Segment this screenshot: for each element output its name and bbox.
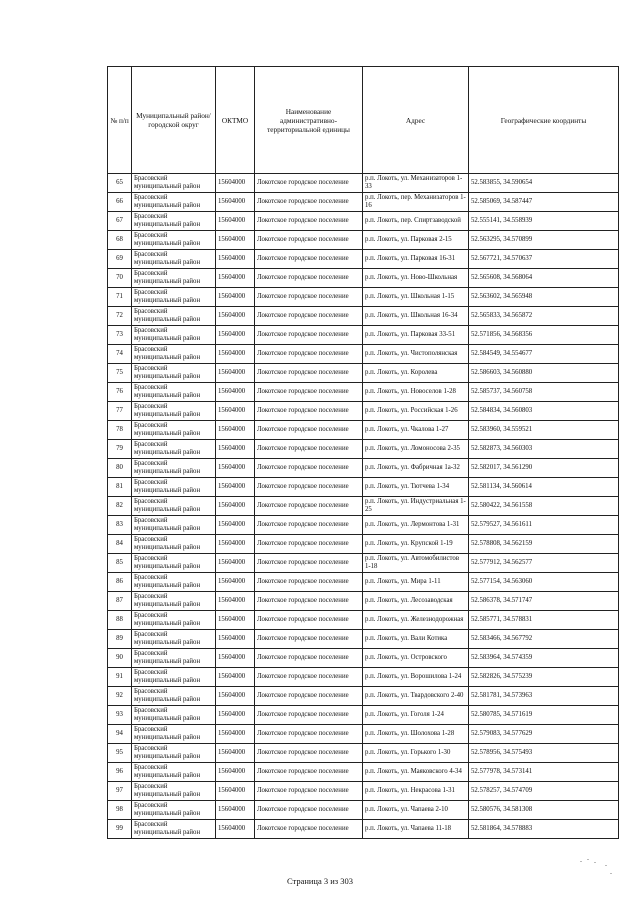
cell-oktmo: 15604000 (216, 706, 255, 725)
cell-coords: 52.571856, 34.568356 (469, 326, 619, 345)
cell-coords: 52.585771, 34.578831 (469, 611, 619, 630)
cell-address: р.п. Локоть, ул. Королева (363, 364, 469, 383)
cell-oktmo: 15604000 (216, 231, 255, 250)
cell-coords: 52.580422, 34.561558 (469, 497, 619, 516)
cell-address: р.п. Локоть, ул. Некрасова 1-31 (363, 782, 469, 801)
table-row (108, 364, 619, 383)
cell-n: 73 (108, 326, 132, 345)
scan-specks (578, 858, 618, 878)
cell-address: р.п. Локоть, ул. Железнодорожная (363, 611, 469, 630)
cell-address: р.п. Локоть, ул. Чапаева 11-18 (363, 820, 469, 839)
cell-oktmo: 15604000 (216, 307, 255, 326)
cell-coords: 52.565833, 34.565872 (469, 307, 619, 326)
address-table (107, 66, 619, 839)
cell-oktmo: 15604000 (216, 744, 255, 763)
cell-oktmo: 15604000 (216, 212, 255, 231)
cell-district: Брасовский муниципальный район (132, 554, 216, 573)
cell-oktmo: 15604000 (216, 573, 255, 592)
cell-district: Брасовский муниципальный район (132, 497, 216, 516)
cell-coords: 52.579083, 34.577629 (469, 725, 619, 744)
table-row (108, 345, 619, 364)
cell-district: Брасовский муниципальный район (132, 763, 216, 782)
table-row (108, 440, 619, 459)
cell-coords: 52.578956, 34.575493 (469, 744, 619, 763)
cell-settlement: Локотское городское поселение (255, 668, 363, 687)
cell-n: 70 (108, 269, 132, 288)
cell-settlement: Локотское городское поселение (255, 174, 363, 193)
cell-district: Брасовский муниципальный район (132, 269, 216, 288)
cell-oktmo: 15604000 (216, 782, 255, 801)
header-num: № п/п (108, 67, 132, 174)
header-row (108, 67, 619, 174)
cell-district: Брасовский муниципальный район (132, 611, 216, 630)
cell-coords: 52.578257, 34.574709 (469, 782, 619, 801)
cell-district: Брасовский муниципальный район (132, 231, 216, 250)
cell-oktmo: 15604000 (216, 269, 255, 288)
cell-address: р.п. Локоть, ул. Крупской 1-19 (363, 535, 469, 554)
cell-address: р.п. Локоть, ул. Российская 1-26 (363, 402, 469, 421)
cell-oktmo: 15604000 (216, 554, 255, 573)
cell-settlement: Локотское городское поселение (255, 440, 363, 459)
cell-coords: 52.583466, 34.567792 (469, 630, 619, 649)
table-row (108, 402, 619, 421)
cell-coords: 52.586378, 34.571747 (469, 592, 619, 611)
cell-district: Брасовский муниципальный район (132, 440, 216, 459)
cell-district: Брасовский муниципальный район (132, 193, 216, 212)
cell-address: р.п. Локоть, ул. Механизаторов 1-33 (363, 174, 469, 193)
cell-settlement: Локотское городское поселение (255, 820, 363, 839)
cell-district: Брасовский муниципальный район (132, 364, 216, 383)
cell-district: Брасовский муниципальный район (132, 535, 216, 554)
cell-settlement: Локотское городское поселение (255, 535, 363, 554)
cell-address: р.п. Локоть, ул. Тютчева 1-34 (363, 478, 469, 497)
header-district: Муниципальный район/городской округ (132, 67, 216, 174)
cell-coords: 52.585069, 34.587447 (469, 193, 619, 212)
table-row (108, 497, 619, 516)
cell-n: 86 (108, 573, 132, 592)
cell-settlement: Локотское городское поселение (255, 478, 363, 497)
cell-address: р.п. Локоть, ул. Парковая 33-51 (363, 326, 469, 345)
cell-district: Брасовский муниципальный район (132, 820, 216, 839)
table-row (108, 269, 619, 288)
table-row (108, 630, 619, 649)
cell-district: Брасовский муниципальный район (132, 212, 216, 231)
cell-n: 78 (108, 421, 132, 440)
table-row (108, 706, 619, 725)
cell-settlement: Локотское городское поселение (255, 459, 363, 478)
cell-district: Брасовский муниципальный район (132, 630, 216, 649)
table-row (108, 459, 619, 478)
table-row (108, 231, 619, 250)
cell-district: Брасовский муниципальный район (132, 174, 216, 193)
cell-n: 83 (108, 516, 132, 535)
cell-address: р.п. Локоть, пер. Спиртзаводской (363, 212, 469, 231)
cell-address: р.п. Локоть, ул. Лесозаводская (363, 592, 469, 611)
cell-settlement: Локотское городское поселение (255, 364, 363, 383)
table-row (108, 611, 619, 630)
cell-n: 75 (108, 364, 132, 383)
cell-coords: 52.581781, 34.573963 (469, 687, 619, 706)
cell-oktmo: 15604000 (216, 288, 255, 307)
table-row (108, 288, 619, 307)
cell-address: р.п. Локоть, ул. Школьная 1-15 (363, 288, 469, 307)
table-row (108, 478, 619, 497)
cell-oktmo: 15604000 (216, 478, 255, 497)
cell-n: 72 (108, 307, 132, 326)
table-row (108, 383, 619, 402)
cell-oktmo: 15604000 (216, 611, 255, 630)
cell-n: 81 (108, 478, 132, 497)
cell-oktmo: 15604000 (216, 497, 255, 516)
cell-district: Брасовский муниципальный район (132, 478, 216, 497)
table-row (108, 554, 619, 573)
cell-oktmo: 15604000 (216, 649, 255, 668)
table-header (108, 67, 619, 174)
table-row (108, 212, 619, 231)
cell-oktmo: 15604000 (216, 687, 255, 706)
cell-n: 68 (108, 231, 132, 250)
header-unit: Наименование административно-территориальной единицы (255, 67, 363, 174)
cell-coords: 52.582826, 34.575239 (469, 668, 619, 687)
cell-address: р.п. Локоть, ул. Индустриальная 1-25 (363, 497, 469, 516)
cell-n: 65 (108, 174, 132, 193)
cell-settlement: Локотское городское поселение (255, 744, 363, 763)
cell-settlement: Локотское городское поселение (255, 307, 363, 326)
cell-n: 92 (108, 687, 132, 706)
cell-address: р.п. Локоть, ул. Лермонтова 1-31 (363, 516, 469, 535)
cell-n: 87 (108, 592, 132, 611)
cell-district: Брасовский муниципальный район (132, 687, 216, 706)
cell-n: 96 (108, 763, 132, 782)
cell-n: 93 (108, 706, 132, 725)
cell-n: 99 (108, 820, 132, 839)
cell-settlement: Локотское городское поселение (255, 497, 363, 516)
cell-n: 91 (108, 668, 132, 687)
cell-n: 77 (108, 402, 132, 421)
cell-oktmo: 15604000 (216, 630, 255, 649)
cell-address: р.п. Локоть, ул. Парковая 16-31 (363, 250, 469, 269)
cell-district: Брасовский муниципальный район (132, 649, 216, 668)
cell-coords: 52.582017, 34.561290 (469, 459, 619, 478)
table-row (108, 592, 619, 611)
cell-coords: 52.580785, 34.571619 (469, 706, 619, 725)
table-row (108, 649, 619, 668)
cell-coords: 52.580576, 34.581308 (469, 801, 619, 820)
cell-address: р.п. Локоть, ул. Островского (363, 649, 469, 668)
cell-n: 89 (108, 630, 132, 649)
cell-coords: 52.585737, 34.560758 (469, 383, 619, 402)
table-row (108, 307, 619, 326)
cell-oktmo: 15604000 (216, 763, 255, 782)
cell-coords: 52.584549, 34.554677 (469, 345, 619, 364)
cell-settlement: Локотское городское поселение (255, 687, 363, 706)
cell-address: р.п. Локоть, ул. Ворошилова 1-24 (363, 668, 469, 687)
cell-address: р.п. Локоть, ул. Новоселов 1-28 (363, 383, 469, 402)
cell-district: Брасовский муниципальный район (132, 744, 216, 763)
cell-coords: 52.586603, 34.560880 (469, 364, 619, 383)
cell-district: Брасовский муниципальный район (132, 383, 216, 402)
cell-address: р.п. Локоть, ул. Шолохова 1-28 (363, 725, 469, 744)
cell-settlement: Локотское городское поселение (255, 212, 363, 231)
table-row (108, 421, 619, 440)
cell-n: 97 (108, 782, 132, 801)
table-row (108, 725, 619, 744)
cell-district: Брасовский муниципальный район (132, 459, 216, 478)
cell-oktmo: 15604000 (216, 345, 255, 364)
table-row (108, 250, 619, 269)
cell-coords: 52.563602, 34.565948 (469, 288, 619, 307)
cell-coords: 52.581864, 34.578883 (469, 820, 619, 839)
cell-oktmo: 15604000 (216, 193, 255, 212)
cell-settlement: Локотское городское поселение (255, 516, 363, 535)
cell-coords: 52.584834, 34.560803 (469, 402, 619, 421)
cell-n: 85 (108, 554, 132, 573)
table-row (108, 801, 619, 820)
cell-settlement: Локотское городское поселение (255, 649, 363, 668)
cell-address: р.п. Локоть, ул. Чапаева 2-10 (363, 801, 469, 820)
table-row (108, 820, 619, 839)
cell-address: р.п. Локоть, ул. Чистополянская (363, 345, 469, 364)
cell-district: Брасовский муниципальный район (132, 345, 216, 364)
cell-district: Брасовский муниципальный район (132, 421, 216, 440)
cell-coords: 52.577978, 34.573141 (469, 763, 619, 782)
cell-n: 82 (108, 497, 132, 516)
cell-oktmo: 15604000 (216, 725, 255, 744)
cell-n: 67 (108, 212, 132, 231)
cell-coords: 52.582873, 34.560303 (469, 440, 619, 459)
cell-address: р.п. Локоть, ул. Автомобилистов 1-18 (363, 554, 469, 573)
cell-settlement: Локотское городское поселение (255, 231, 363, 250)
cell-coords: 52.579527, 34.561611 (469, 516, 619, 535)
cell-settlement: Локотское городское поселение (255, 573, 363, 592)
cell-address: р.п. Локоть, ул. Мира 1-11 (363, 573, 469, 592)
cell-settlement: Локотское городское поселение (255, 250, 363, 269)
cell-settlement: Локотское городское поселение (255, 611, 363, 630)
cell-settlement: Локотское городское поселение (255, 402, 363, 421)
cell-n: 76 (108, 383, 132, 402)
cell-coords: 52.577154, 34.563060 (469, 573, 619, 592)
table-row (108, 193, 619, 212)
cell-district: Брасовский муниципальный район (132, 592, 216, 611)
cell-settlement: Локотское городское поселение (255, 592, 363, 611)
cell-district: Брасовский муниципальный район (132, 402, 216, 421)
cell-district: Брасовский муниципальный район (132, 573, 216, 592)
cell-address: р.п. Локоть, ул. Школьная 16-34 (363, 307, 469, 326)
table-row (108, 516, 619, 535)
cell-oktmo: 15604000 (216, 516, 255, 535)
cell-district: Брасовский муниципальный район (132, 801, 216, 820)
cell-address: р.п. Локоть, ул. Чкалова 1-27 (363, 421, 469, 440)
header-address: Адрес (363, 67, 469, 174)
cell-address: р.п. Локоть, ул. Парковая 2-15 (363, 231, 469, 250)
cell-settlement: Локотское городское поселение (255, 383, 363, 402)
cell-district: Брасовский муниципальный район (132, 516, 216, 535)
cell-oktmo: 15604000 (216, 326, 255, 345)
cell-settlement: Локотское городское поселение (255, 801, 363, 820)
cell-coords: 52.583960, 34.559521 (469, 421, 619, 440)
table-body (108, 174, 619, 839)
cell-n: 94 (108, 725, 132, 744)
table-row (108, 573, 619, 592)
cell-address: р.п. Локоть, ул. Маяковского 4-34 (363, 763, 469, 782)
cell-oktmo: 15604000 (216, 535, 255, 554)
cell-coords: 52.581134, 34.560614 (469, 478, 619, 497)
cell-district: Брасовский муниципальный район (132, 250, 216, 269)
cell-n: 71 (108, 288, 132, 307)
cell-oktmo: 15604000 (216, 402, 255, 421)
cell-oktmo: 15604000 (216, 820, 255, 839)
cell-settlement: Локотское городское поселение (255, 554, 363, 573)
table-row (108, 763, 619, 782)
cell-oktmo: 15604000 (216, 383, 255, 402)
cell-n: 88 (108, 611, 132, 630)
cell-coords: 52.567721, 34.570637 (469, 250, 619, 269)
table-row (108, 535, 619, 554)
cell-n: 74 (108, 345, 132, 364)
cell-address: р.п. Локоть, пер. Механизаторов 1-16 (363, 193, 469, 212)
cell-oktmo: 15604000 (216, 592, 255, 611)
table-row (108, 744, 619, 763)
cell-settlement: Локотское городское поселение (255, 630, 363, 649)
cell-settlement: Локотское городское поселение (255, 193, 363, 212)
cell-coords: 52.583964, 34.574359 (469, 649, 619, 668)
cell-settlement: Локотское городское поселение (255, 763, 363, 782)
cell-coords: 52.578808, 34.562159 (469, 535, 619, 554)
cell-address: р.п. Локоть, ул. Вали Котика (363, 630, 469, 649)
cell-district: Брасовский муниципальный район (132, 782, 216, 801)
cell-coords: 52.555141, 34.558939 (469, 212, 619, 231)
cell-settlement: Локотское городское поселение (255, 269, 363, 288)
header-coords: Географические координты (469, 67, 619, 174)
cell-n: 98 (108, 801, 132, 820)
cell-address: р.п. Локоть, ул. Фабричная 1а-32 (363, 459, 469, 478)
cell-n: 90 (108, 649, 132, 668)
table-row (108, 326, 619, 345)
cell-coords: 52.583855, 34.590654 (469, 174, 619, 193)
cell-oktmo: 15604000 (216, 174, 255, 193)
cell-settlement: Локотское городское поселение (255, 326, 363, 345)
cell-address: р.п. Локоть, ул. Гоголя 1-24 (363, 706, 469, 725)
cell-district: Брасовский муниципальный район (132, 326, 216, 345)
header-oktmo: ОКТМО (216, 67, 255, 174)
table-row (108, 687, 619, 706)
cell-settlement: Локотское городское поселение (255, 725, 363, 744)
cell-address: р.п. Локоть, ул. Твардовского 2-40 (363, 687, 469, 706)
table-row (108, 668, 619, 687)
table-row (108, 782, 619, 801)
cell-coords: 52.563295, 34.570899 (469, 231, 619, 250)
cell-settlement: Локотское городское поселение (255, 782, 363, 801)
cell-oktmo: 15604000 (216, 668, 255, 687)
cell-district: Брасовский муниципальный район (132, 307, 216, 326)
cell-settlement: Локотское городское поселение (255, 706, 363, 725)
cell-settlement: Локотское городское поселение (255, 345, 363, 364)
cell-oktmo: 15604000 (216, 801, 255, 820)
cell-n: 79 (108, 440, 132, 459)
cell-n: 84 (108, 535, 132, 554)
cell-address: р.п. Локоть, ул. Ломоносова 2-35 (363, 440, 469, 459)
cell-address: р.п. Локоть, ул. Горького 1-30 (363, 744, 469, 763)
cell-district: Брасовский муниципальный район (132, 725, 216, 744)
table-row (108, 174, 619, 193)
page-footer: Страница 3 из 303 (286, 876, 354, 886)
cell-settlement: Локотское городское поселение (255, 288, 363, 307)
cell-district: Брасовский муниципальный район (132, 668, 216, 687)
cell-oktmo: 15604000 (216, 364, 255, 383)
cell-oktmo: 15604000 (216, 421, 255, 440)
cell-district: Брасовский муниципальный район (132, 706, 216, 725)
cell-address: р.п. Локоть, ул. Ново-Школьная (363, 269, 469, 288)
cell-n: 66 (108, 193, 132, 212)
cell-oktmo: 15604000 (216, 250, 255, 269)
cell-settlement: Локотское городское поселение (255, 421, 363, 440)
cell-coords: 52.565608, 34.568064 (469, 269, 619, 288)
cell-coords: 52.577912, 34.562577 (469, 554, 619, 573)
cell-oktmo: 15604000 (216, 440, 255, 459)
cell-oktmo: 15604000 (216, 459, 255, 478)
cell-n: 95 (108, 744, 132, 763)
cell-district: Брасовский муниципальный район (132, 288, 216, 307)
cell-n: 69 (108, 250, 132, 269)
cell-n: 80 (108, 459, 132, 478)
